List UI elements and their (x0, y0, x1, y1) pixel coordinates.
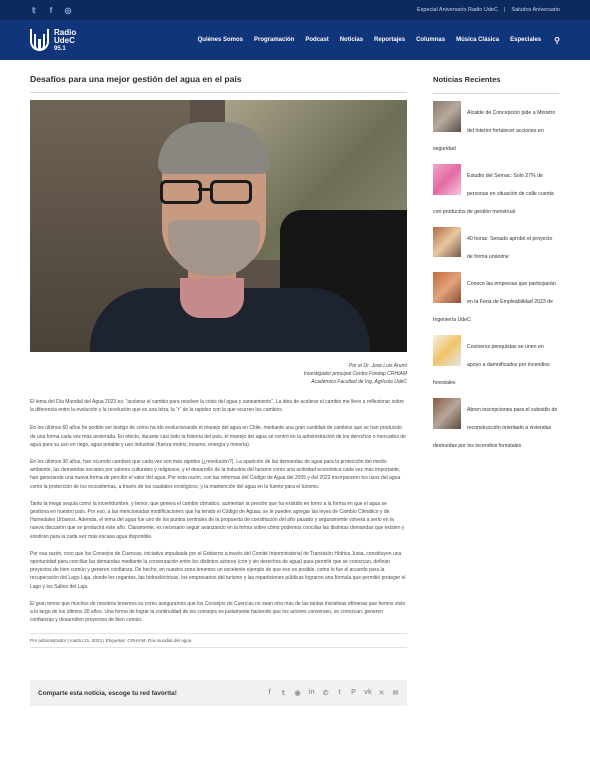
list-item[interactable] (433, 335, 559, 392)
recent-post-link[interactable]: Conoce las empresas que participarán en la Feria de Empleabilidad 2023 de Ingeniería UdeC (433, 281, 556, 323)
facebook-icon[interactable]: f (49, 5, 53, 15)
recent-post-link[interactable]: Cocinerxs penquistas se unen en apoyo a damnificados por incendios forestales (433, 344, 550, 386)
nav-item-columnas[interactable]: Columnas (416, 37, 446, 43)
tumblr-icon[interactable]: t (338, 689, 341, 697)
site-logo[interactable] (30, 29, 76, 52)
article-paragraph: El gran temor que muchos de nosotros tenemos es como aseguramos que los Consejos de Cuencas no sean otra más de las tantas iniciativas efímeras que hemos visto a lo largo de los últimos 30 años. Una forma de lograr la continuidad de los consejos es justamente haciendo que los actores conversen, se conozcan, generen confianzas y desarrollen proyectos de bien común. (30, 600, 406, 624)
page-body (0, 60, 590, 706)
sidebar-title: Noticias Recientes (433, 75, 501, 84)
nav-item-noticias[interactable]: Noticias (339, 37, 364, 43)
twitter-icon[interactable]: 𝕥 (281, 690, 286, 698)
article-paragraph: Por esa razón, creo que los Consejos de Cuencas, iniciativa impulsada por el Gobierno a través del Comité Interministerial de Transición Hídrica Justa, constituyen una oportunidad para conciliar las demandas mediante la conversación entre los distintos actores (con y sin derechos de agua) para permitir que se conozcan, definan proyectos de bien común y generen confianza. De hecho, en nuestra zona tenemos un excelente ejemplo de que eso es posible, como lo fue el acuerdo para la recuperación del Lago Laja, donde los regantes, las hidroeléctricas, los empresarios del turismo y las reparticiones públicas lograron una fórmula que permitió proteger el Lago y los Saltos del Laja. (30, 550, 406, 590)
nav-item-programacion[interactable]: Programación (254, 37, 295, 43)
post-thumbnail[interactable] (433, 335, 461, 366)
list-item[interactable] (433, 101, 559, 158)
list-item[interactable] (433, 272, 559, 329)
reddit-icon[interactable]: ◉ (294, 690, 301, 698)
instagram-icon[interactable]: ◎ (64, 5, 72, 15)
main-nav (198, 36, 560, 45)
nav-item-quienes-somos[interactable]: Quiénes Somos (197, 37, 243, 43)
search-icon[interactable]: ⚲ (554, 35, 560, 45)
list-item[interactable] (433, 164, 559, 221)
caption-affiliation: Académico Facultad de Ing. Agrícola UdeC (311, 379, 407, 385)
title-divider (30, 92, 407, 93)
list-item[interactable] (433, 398, 559, 455)
sidebar-divider (433, 93, 559, 94)
vk-icon[interactable]: vk (364, 689, 372, 697)
recent-post-link[interactable]: Abren inscripciones para el subsidio de reconstrucción orientado a viviendas destruidas por los incendios forestales (433, 407, 558, 449)
recent-post-link[interactable]: 40 horas: Senado aprobó el proyecto de forma unánime (467, 236, 553, 260)
nav-item-musica-clasica[interactable]: Música Clásica (456, 37, 500, 43)
linkedin-icon[interactable]: in (308, 689, 315, 697)
promo-link-saludos[interactable]: Saludos Aniversario (511, 7, 560, 13)
list-item[interactable] (433, 227, 559, 266)
caption-role: Investigador principal Centro Fondap CRHIAM (303, 371, 407, 377)
recent-post-link[interactable]: Estudio del Sernac: Solo 27% de personas en situación de calle cuenta con productos de gestión menstrual (433, 173, 554, 215)
whatsapp-icon[interactable]: ✆ (322, 690, 329, 698)
article-body (30, 398, 407, 624)
article-paragraph: En los últimos 60 años he podido ser testigo de cómo ha ido evolucionando el manejo del agua en Chile, mediante una gran cantidad de cambios que se han producido de una forma cada vez más acelerada. En efecto, durante casi todo la historia del país, el manejo del agua se centró en la administración de los derechos o mercados de agua para su uso en riego, agua potable y uso industrial (fuerza motriz, insumo, energía y minería). (30, 425, 406, 448)
recent-posts-list (433, 101, 559, 455)
post-thumbnail[interactable] (433, 272, 461, 303)
share-label: Comparte esta noticia, escoge tu red favorita! (38, 689, 177, 697)
article-paragraph: En los últimos 30 años, han ocurrido cambios que cada vez son más rápidos (¿revolución?). La aparición de las demandas de agua para la protección del medio ambiente, las demandas sociales por valores culturales y religiosos, y el desarrollo de la industria del turismo como una actividad económica cada vez más importante, han generando una nueva forma de percibir el valor del agua. Por esta razón, con las reformas del Código de Agua del 2005 y del 2022 incorporaron los usos del agua como la protección de los ecosistemas, a través de los caudales ecológicos, y la mantención del agua en la fuente para el turismo. (30, 459, 401, 490)
pinterest-icon[interactable]: P (351, 689, 356, 697)
promo-link-aniversario[interactable]: Especial Aniversario Radio UdeC (416, 7, 498, 13)
email-icon[interactable]: ✉ (392, 690, 399, 698)
post-meta: Por administrador | marzo 21, 2023 | Etiquetas: CRHIAM, Día mundial del agua (30, 633, 407, 648)
site-header (0, 20, 590, 60)
twitter-icon[interactable]: 𝕥 (32, 5, 36, 15)
logo-line-1: Radio (54, 27, 77, 37)
logo-frequency: 95.1 (54, 45, 66, 52)
top-bar (0, 0, 590, 20)
promo-links (417, 7, 560, 13)
nav-item-especiales[interactable]: Especiales (510, 37, 542, 43)
nav-item-podcast[interactable]: Podcast (305, 37, 329, 43)
article-paragraph: Tanto la mega sequía como la incertidumbre, y temor, que genera el cambio climático, aumentan la presión que ha existido en torno a la forma en que el agua se gestiona en nuestro país. Por eso, a las mencionadas modificaciones que ha tenido el Código de Aguas, se le pueden agregar las leyes de Cambio Climático y de Humedales Urbanos. Además, el tema del agua fue uno de los puntos centrales de la propuesta de constitución del año pasado y seguramente volverá a serlo en la nueva discusión que se producirá este año. Claramente, es necesario seguir avanzando en la forma sobre cómo podemos conciliar las distintas demandas que existen y existirán para la cada vez más escasa agua disponible. (30, 500, 405, 540)
xing-icon[interactable]: ✕ (378, 690, 385, 698)
post-thumbnail[interactable] (433, 164, 461, 195)
article-paragraph: El lema del Día Mundial del Agua 2023 es: “acelerar el cambio para resolver la crisis del agua y saneamiento”. La idea de acelerar el cambio me llevo a reflexionar sobre la diferencia entre la evolución y la revolución que es una letra, la “r” de la rapidez con la que ocurren los cambios. (30, 399, 405, 414)
promo-separator: | (503, 7, 506, 13)
post-thumbnail[interactable] (433, 101, 461, 132)
photo-caption (30, 362, 407, 386)
article-photo (30, 100, 407, 352)
post-thumbnail[interactable] (433, 227, 461, 257)
logo-mark-icon (30, 29, 49, 51)
caption-author: Por el Dr. José Luis Arumí (349, 363, 407, 369)
recent-post-link[interactable]: Alcalde de Concepción pide a Ministro del Interior fortalecer acciones en seguridad (433, 110, 556, 152)
logo-line-2: UdeC (54, 35, 75, 45)
share-box (30, 680, 407, 706)
nav-item-reportajes[interactable]: Reportajes (374, 37, 406, 43)
page-title: Desafíos para una mejor gestión del agua en el país (30, 74, 242, 84)
facebook-icon[interactable]: f (268, 689, 271, 697)
article (30, 60, 407, 706)
post-thumbnail[interactable] (433, 398, 461, 429)
social-links (30, 6, 72, 15)
share-icons (266, 689, 399, 697)
sidebar (433, 60, 559, 706)
